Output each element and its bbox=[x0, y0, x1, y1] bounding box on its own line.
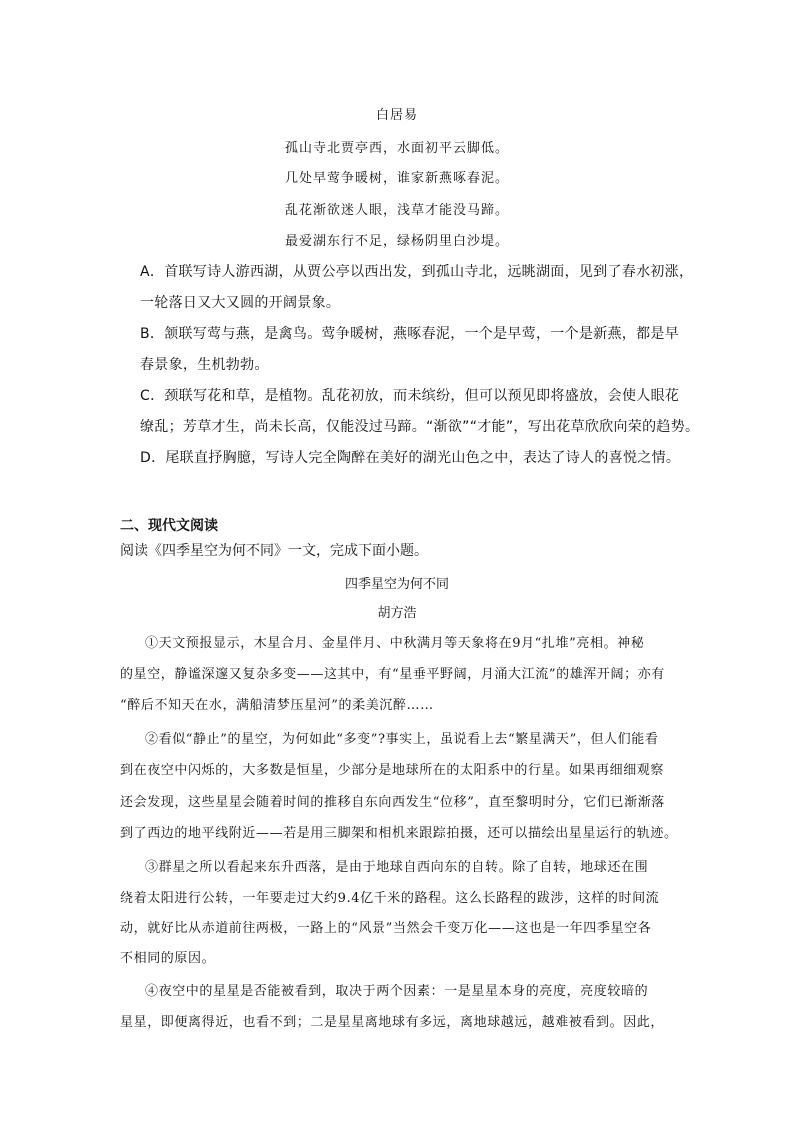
section-instruction: 阅读《四季星空为何不同》一文，完成下面小题。 bbox=[120, 543, 428, 559]
article-line-1: ①天文预报显示，木星合月、金星伴月、中秋满月等天象将在9月“扎堆”亮相。神秘 bbox=[145, 636, 645, 651]
article-title: 四季星空为何不同 bbox=[344, 577, 449, 592]
option-b-line-1: B．颔联写莺与燕，是禽鸟。莺争暖树，燕啄春泥，一个是早莺，一个是新燕，都是早 bbox=[140, 326, 680, 342]
option-a-line-1: A．首联写诗人游西湖，从贾公亭以西出发，到孤山寺北，远眺湖面，见到了春水初涨， bbox=[140, 264, 694, 280]
article-line-6: 还会发现，这些星星会随着时间的推移自东向西发生“位移”，直至黎明时分，它们已渐渐落 bbox=[120, 795, 665, 810]
article-line-3: “醉后不知天在水，满船清梦压星河”的柔美沉醉…… bbox=[120, 698, 434, 713]
article-line-10: 动，就好比从赤道前往两极，一路上的“风景”当然会千变万化——这也是一年四季星空各 bbox=[120, 921, 652, 936]
article-line-2: 的星空，静谧深邃又复杂多变——这其中，有“星垂平野阔，月涌大江流”的雄浑开阔；亦有 bbox=[120, 667, 665, 682]
article-line-8: ③群星之所以看起来东升西落，是由于地球自西向东的自转。除了自转，地球还在围 bbox=[145, 860, 649, 875]
poem-author: 白居易 bbox=[375, 108, 418, 123]
poem-line-1: 孤山寺北贾亭西，水面初平云脚低。 bbox=[284, 141, 509, 156]
article-line-12: ④夜空中的星星是否能被看到，取决于两个因素：一是星星本身的亮度，亮度较暗的 bbox=[145, 984, 649, 999]
poem-line-4: 最爱湖东行不足，绿杨阴里白沙堤。 bbox=[284, 234, 509, 249]
article-line-11: 不相同的原因。 bbox=[120, 951, 216, 966]
option-a-line-2: 一轮落日又大又圆的开阔景象。 bbox=[140, 295, 341, 311]
article-line-9: 绕着太阳进行公转，一年要走过大约9.4亿千米的路程。这么长路程的跋涉，这样的时间流 bbox=[120, 891, 660, 906]
section-title: 二、现代文阅读 bbox=[120, 518, 218, 534]
article-author: 胡方浩 bbox=[377, 606, 417, 621]
option-c-line-1: C．颈联写花和草，是植物。乱花初放，而未缤纷，但可以预见即将盛放，会使人眼花 bbox=[140, 388, 680, 404]
article-line-7: 到了西边的地平线附近——若是用三脚架和相机来跟踪拍摄，还可以描绘出星星运行的轨迹。 bbox=[120, 826, 678, 841]
poem-line-3: 乱花渐欲迷人眼，浅草才能没马蹄。 bbox=[284, 203, 509, 218]
option-d-line-1: D．尾联直抒胸臆，写诗人完全陶醉在美好的湖光山色之中，表达了诗人的喜悦之情。 bbox=[140, 450, 681, 466]
article-line-13: 星星，即便离得近，也看不到；二是星星离地球有多远，离地球越远，越难被看到。因此， bbox=[120, 1015, 665, 1030]
option-b-line-2: 春景象，生机勃勃。 bbox=[140, 357, 269, 373]
article-line-5: 到在夜空中闪烁的，大多数是恒星，少部分是地球所在的太阳系中的行星。如果再细细观察 bbox=[120, 763, 665, 778]
poem-line-2: 几处早莺争暖树，谁家新燕啄春泥。 bbox=[284, 171, 509, 186]
option-c-line-2: 缭乱；芳草才生，尚未长高，仅能没过马蹄。“渐欲”“才能”，写出花草欣欣向荣的趋势。 bbox=[140, 419, 700, 435]
article-line-4: ②看似“静止”的星空，为何如此“多变”?事实上，虽说看上去“繁星满天”，但人们能看 bbox=[145, 732, 659, 747]
